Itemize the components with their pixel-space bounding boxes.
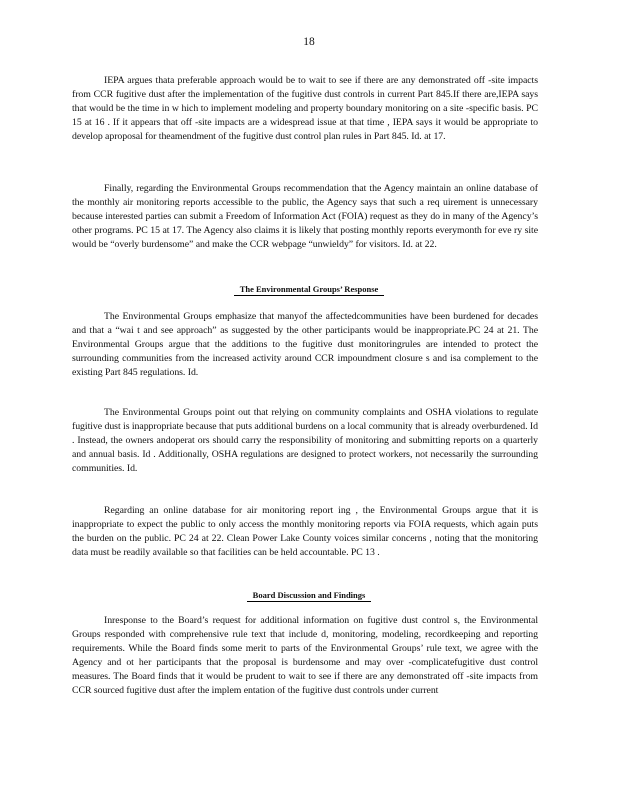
section-heading-text: Board Discussion and Findings: [247, 590, 372, 602]
paragraph-online-database-groups: Regarding an online database for air monitoring report ing , the Environmental Groups argue that it is inappropriate to expect the public to only access the monthly monitoring reports via FOIA requests, which again puts the burden on the public. PC 24 at 22. Clean Power Lake County voices similar concerns , noting that the monitoring data must be readily available so that facilities can be held accountable. PC 13 .: [72, 505, 538, 558]
paragraph-groups-point-out: The Environmental Groups point out that relying on community complaints and OSHA violations to regulate fugitive dust is inappropriate because that puts additional burdens on a local community that is already overburdened. Id . Instead, the owners andoperat ors should carry the responsibility of monitoring and submitting reports on a quarterly and annual basis. Id . Additionally, OSHA regulations are designed to protect workers, not necessarily the surrounding communities. Id.: [72, 407, 538, 474]
section-heading-environmental-groups-response: [0, 284, 618, 296]
page-number: 18: [303, 36, 315, 48]
section-heading-text: The Environmental Groups’ Response: [234, 284, 385, 296]
paragraph-iepa-argues: IEPA argues thata preferable approach would be to wait to see if there are any demonstrated off -site impacts from CCR fugitive dust after the implementation of the fugitive dust controls in current Part 845.If there are,IEPA says that would be the time in w hich to implement modeling and property boundary monitoring on a site -specific basis. PC 15 at 16 . If it appears that off -site impacts are a widespread issue at that time , IEPA says it would be appropriate to develop aproposal for theamendment of the fugitive dust control plan rules in Part 845. Id. at 17.: [72, 75, 538, 142]
paragraph-board-findings: Inresponse to the Board’s request for additional information on fugitive dust control s, the Environmental Groups responded with comprehensive rule text that include d, monitoring, modeling, recordkeeping and reporting requirements. While the Board finds some merit to parts of the Environmental Groups’ rule text, we agree with the Agency and ot her participants that the proposal is burdensome and may over -complicatefugitive dust control measures. The Board finds that it would be prudent to wait to see if there are any demonstrated off -site impacts from CCR sourced fugitive dust after the implem entation of the fugitive dust controls under current: [72, 615, 538, 696]
paragraph-groups-emphasize: The Environmental Groups emphasize that manyof the affectedcommunities have been burdened for decades and that a “wai t and see approach” as suggested by the other participants would be inappropriate.PC 24 at 21. The Environmental Groups argue that the additions to the fugitive dust monitoringrules are intended to protect the surrounding communities from the increased activity around CCR impoundment closure s and isa complement to the existing Part 845 regulations. Id.: [72, 311, 538, 378]
paragraph-online-database-agency: Finally, regarding the Environmental Groups recommendation that the Agency maintain an online database of the monthly air monitoring reports accessible to the public, the Agency says that such a req uirement is unnecessary because interested parties can submit a Freedom of Information Act (FOIA) request as they do in many of the Agency’s other programs. PC 15 at 17. The Agency also claims it is likely that posting monthly reports everymonth for eve ry site would be “overly burdensome” and make the CCR webpage “unwieldy” for visitors. Id. at 22.: [72, 183, 538, 250]
section-heading-board-discussion: [0, 590, 618, 602]
